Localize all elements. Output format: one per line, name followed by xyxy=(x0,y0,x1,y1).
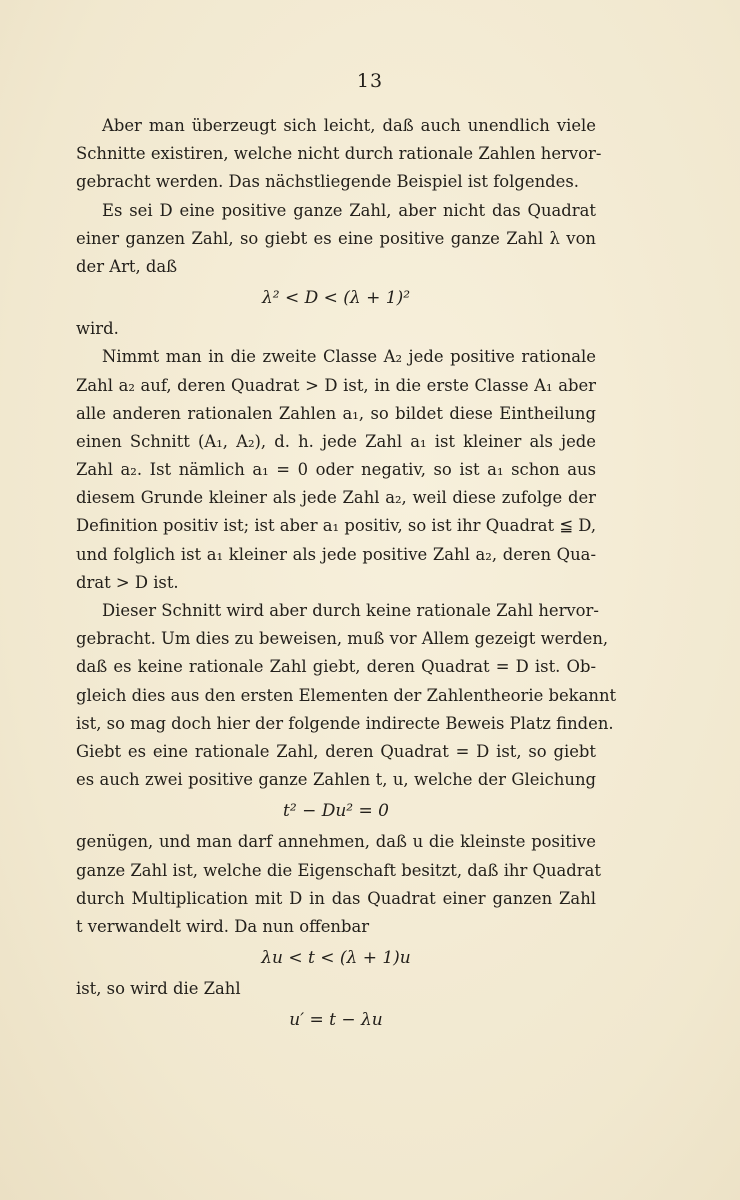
body-text xyxy=(76,112,617,1037)
text-line: diesem Grunde kleiner als jede Zahl a₂, weil diese zufolge der xyxy=(76,488,596,508)
text-line: es auch zwei positive ganze Zahlen t, u, welche der Gleichung xyxy=(76,770,596,790)
text-line: daß es keine rationale Zahl giebt, deren Quadrat = D ist. Ob- xyxy=(76,657,596,677)
text-line: Schnitte existiren, welche nicht durch rationale Zahlen hervor- xyxy=(76,144,602,164)
text-line: Nimmt man in die zweite Classe A₂ jede positive rationale xyxy=(102,347,596,367)
formula-inequality: λu < t < (λ + 1)u xyxy=(261,948,411,969)
text-line: der Art, daß xyxy=(76,256,178,276)
text-line: gebracht. Um dies zu beweisen, muß vor Allem gezeigt werden, xyxy=(76,629,609,649)
formula-inequality: λ² < D < (λ + 1)² xyxy=(261,288,411,309)
text-line: ist, so mag doch hier der folgende indirecte Beweis Platz finden. xyxy=(76,713,614,733)
text-line: Dieser Schnitt wird aber durch keine rationale Zahl hervor- xyxy=(102,601,599,620)
text-line: durch Multiplication mit D in das Quadrat einer ganzen Zahl xyxy=(76,888,596,908)
text-line: gleich dies aus den ersten Elementen der Zahlentheorie bekannt xyxy=(76,685,617,705)
text-line: Zahl a₂ auf, deren Quadrat > D ist, in die erste Classe A₁ aber xyxy=(76,375,596,395)
text-line: einen Schnitt (A₁, A₂), d. h. jede Zahl a₁ ist kleiner als jede xyxy=(76,431,596,451)
text-line: genügen, und man darf annehmen, daß u die kleinste positive xyxy=(76,832,596,852)
text-line: drat > D ist. xyxy=(76,572,179,592)
text-line: Es sei D eine positive ganze Zahl, aber nicht das Quadrat xyxy=(102,200,596,220)
text-line: t verwandelt wird. Da nun offenbar xyxy=(76,916,370,936)
text-line: ist, so wird die Zahl xyxy=(76,979,241,999)
text-line: und folglich ist a₁ kleiner als jede positive Zahl a₂, deren Qua- xyxy=(76,544,596,564)
text-line: Definition positiv ist; ist aber a₁ positiv, so ist ihr Quadrat ≦ D, xyxy=(76,516,597,536)
text-line: einer ganzen Zahl, so giebt es eine positive ganze Zahl λ von xyxy=(76,228,596,248)
page-number: 13 xyxy=(356,70,384,92)
text-line: alle anderen rationalen Zahlen a₁, so bildet diese Eintheilung xyxy=(76,403,596,423)
formula-definition: u′ = t − λu xyxy=(289,1010,383,1031)
text-line: Zahl a₂. Ist nämlich a₁ = 0 oder negativ, so ist a₁ schon aus xyxy=(76,460,596,480)
text-line: ganze Zahl ist, welche die Eigenschaft besitzt, daß ihr Quadrat xyxy=(76,860,601,880)
text-line: wird. xyxy=(76,319,119,339)
text-line: Aber man überzeugt sich leicht, daß auch unendlich viele xyxy=(102,116,596,135)
text-line: gebracht werden. Das nächstliegende Beispiel ist folgendes. xyxy=(76,172,579,192)
text-line: Giebt es eine rationale Zahl, deren Quadrat = D ist, so giebt xyxy=(76,741,596,761)
formula-equation: t² − Du² = 0 xyxy=(283,801,389,822)
